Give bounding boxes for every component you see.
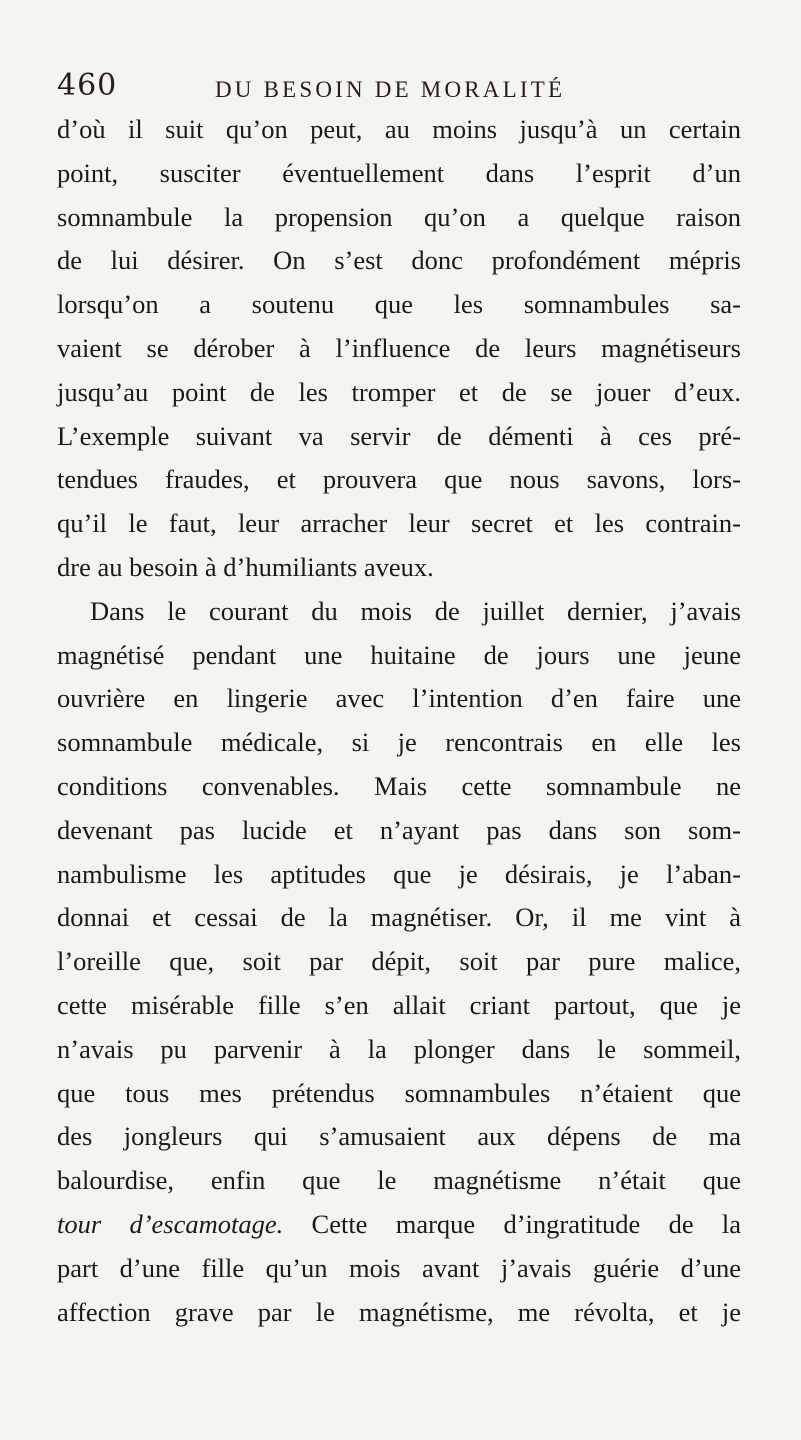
text-line: de lui désirer. On s’est donc profondément mépris [57, 245, 741, 276]
text-line: vaient se dérober à l’influence de leurs magnétiseurs [57, 332, 741, 363]
text-line: point, susciter éventuellement dans l’esprit d’un [57, 157, 741, 188]
text-line: devenant pas lucide et n’ayant pas dans son som- [57, 814, 741, 845]
text-line: cette misérable fille s’en allait criant partout, que je [57, 989, 741, 1020]
page-header [57, 66, 747, 110]
text-line: affection grave par le magnétisme, me révolta, et je [57, 1296, 741, 1327]
text-line: l’oreille que, soit par dépit, soit par pure malice, [57, 946, 741, 977]
text-line: tendues fraudes, et prouvera que nous savons, lors- [57, 464, 741, 495]
text-line: conditions convenables. Mais cette somnambule ne [57, 770, 741, 801]
text-line: nambulisme les aptitudes que je désirais, je l’aban- [57, 858, 741, 889]
text-line: part d’une fille qu’un mois avant j’avais guérie d’une [57, 1252, 741, 1283]
text-line: donnai et cessai de la magnétiser. Or, il me vint à [57, 902, 741, 933]
text-line: lorsqu’on a soutenu que les somnambules sa- [57, 289, 741, 320]
text-line: des jongleurs qui s’amusaient aux dépens de ma [57, 1121, 741, 1152]
text-line: somnambule la propension qu’on a quelque raison [57, 201, 741, 232]
text-line: balourdise, enfin que le magnétisme n’était que [57, 1165, 741, 1196]
text-line-with-italic [57, 1203, 741, 1247]
text-line: ouvrière en lingerie avec l’intention d’en faire une [57, 683, 741, 714]
text-line: d’où il suit qu’on peut, au moins jusqu’à un certain [57, 114, 741, 144]
text-line: qu’il le faut, leur arracher leur secret et les contrain- [57, 508, 741, 539]
italic-phrase: tour d’escamotage. [57, 1208, 284, 1239]
text-line: jusqu’au point de les tromper et de se jouer d’eux. [57, 376, 741, 407]
page-number: 460 [57, 68, 118, 103]
text-line: que tous mes prétendus somnambules n’étaient que [57, 1077, 741, 1108]
paragraph-start-line: Dans le courant du mois de juillet dernier, j’avais [90, 595, 741, 626]
line-after: Cette marque d’ingratitude de la [283, 1208, 741, 1239]
text-line: L’exemple suivant va servir de démenti à ces pré- [57, 420, 741, 451]
body-text [57, 108, 741, 1334]
text-line: magnétisé pendant une huitaine de jours une jeune [57, 639, 741, 670]
running-title: DU BESOIN DE MORALITÉ [215, 77, 566, 102]
text-line: n’avais pu parvenir à la plonger dans le sommeil, [57, 1033, 741, 1064]
text-line: somnambule médicale, si je rencontrais en elle les [57, 727, 741, 758]
paragraph-end-line: dre au besoin à d’humiliants aveux. [57, 551, 434, 582]
